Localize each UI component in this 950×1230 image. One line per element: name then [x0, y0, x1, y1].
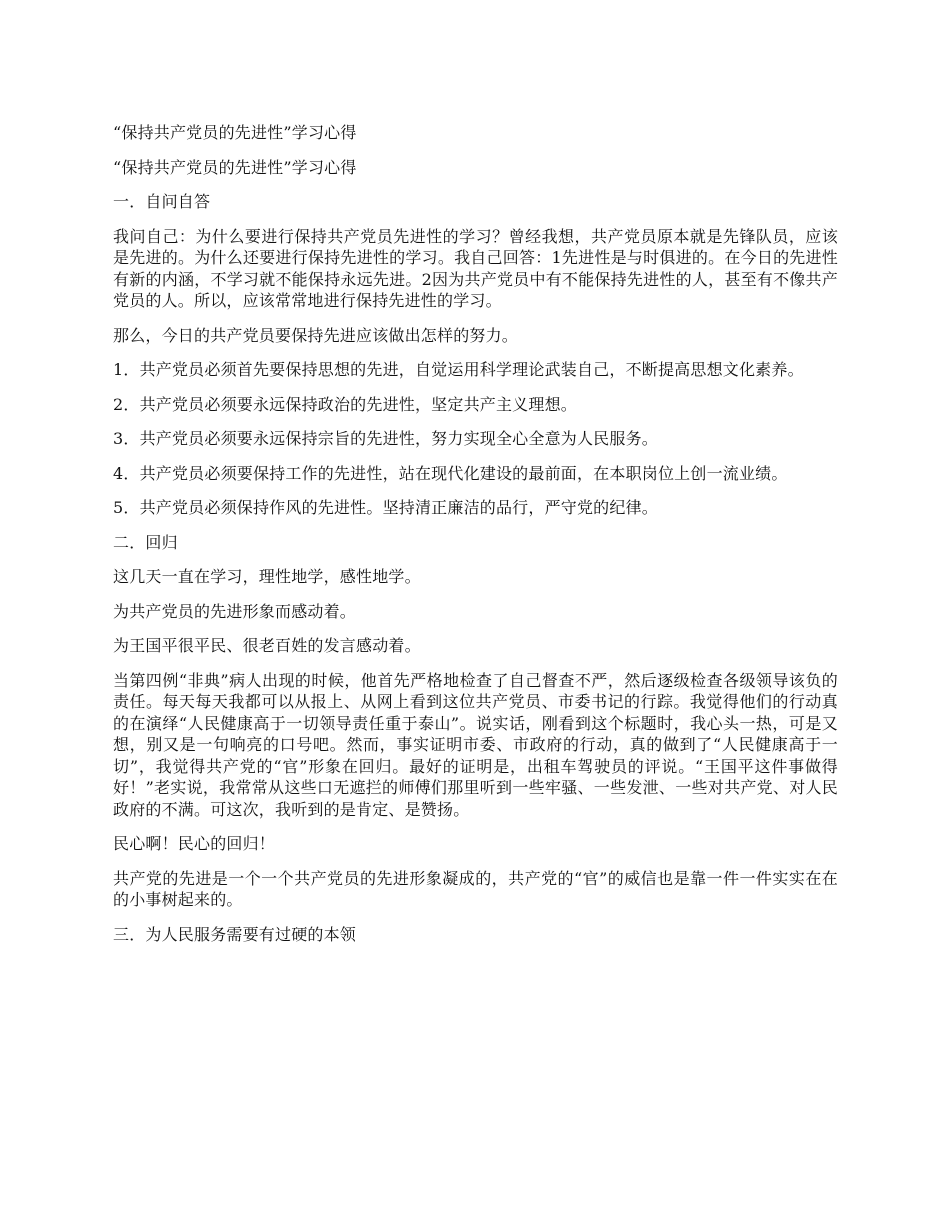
paragraph-public-sentiment: 民心啊！民心的回归！ [113, 834, 276, 853]
document-title: “保持共产党员的先进性”学习心得 [113, 123, 357, 142]
list-item-5: 5．共产党员必须保持作风的先进性。坚持清正廉洁的品行，严守党的纪律。 [113, 498, 658, 517]
section-heading-3: 三．为人民服务需要有过硬的本领 [113, 924, 357, 944]
paragraph-studying: 这几天一直在学习，理性地学，感性地学。 [113, 567, 421, 586]
paragraph-moved-image: 为共产党员的先进形象而感动着。 [113, 601, 357, 621]
document-subtitle: “保持共产党员的先进性”学习心得 [113, 157, 357, 177]
paragraph-sars-story: 当第四例“非典”病人出现的时候，他首先严格地检查了自己督查不严，然后逐级检查各级领导该负的责任。每天每天我都可以从报上、从网上看到这位共产党员、市委书记的行踪。我觉得他们的行动真的在演绎“人民健康高于一切领导责任重于泰山”。说实话，刚看到这个标题时，我心头一热，可是又想，别又是一句响亮的口号吧。然而，事实证明市委、市政府的行动，真的做到了“人民健康高于一切”，我觉得共产党的“官”形象在回归。最好的证明是，出租车驾驶员的评说。“王国平这件事做得好！”老实说，我常常从这些口无遮拦的师傅们那里听到一些牢骚、一些发泄、一些对共产党、对人民政府的不满。可这次，我听到的是肯定、是赞扬。 [113, 670, 838, 819]
list-item-1: 1．共产党员必须首先要保持思想的先进，自觉运用科学理论武装自己，不断提高思想文化素养。 [113, 360, 804, 379]
paragraph-intro-efforts: 那么，今日的共产党员要保持先进应该做出怎样的努力。 [113, 325, 519, 345]
paragraph-party-image: 共产党的先进是一个一个共产党员的先进形象凝成的，共产党的“官”的威信也是靠一件一件实实在在的小事树起来的。 [113, 868, 838, 909]
paragraph-self-question: 我问自己：为什么要进行保持共产党员先进性的学习？曾经我想，共产党员原本就是先锋队员，应该是先进的。为什么还要进行保持先进性的学习。我自己回答：1先进性是与时俱进的。在今日的先进性有新的内涵，不学习就不能保持永远先进。2因为共产党员中有不能保持先进性的人，甚至有不像共产党员的人。所以，应该常常地进行保持先进性的学习。 [113, 226, 838, 310]
list-item-3: 3．共产党员必须要永远保持宗旨的先进性，努力实现全心全意为人民服务。 [113, 429, 658, 448]
list-item-4: 4．共产党员必须要保持工作的先进性，站在现代化建设的最前面，在本职岗位上创一流业绩。 [113, 463, 788, 483]
section-heading-1: 一．自问自答 [113, 192, 211, 211]
section-heading-2: 二．回归 [113, 532, 178, 552]
list-item-2: 2．共产党员必须要永远保持政治的先进性，坚定共产主义理想。 [113, 394, 577, 414]
document-body [113, 122, 838, 958]
paragraph-moved-speech: 为王国平很平民、很老百姓的发言感动着。 [113, 636, 421, 655]
